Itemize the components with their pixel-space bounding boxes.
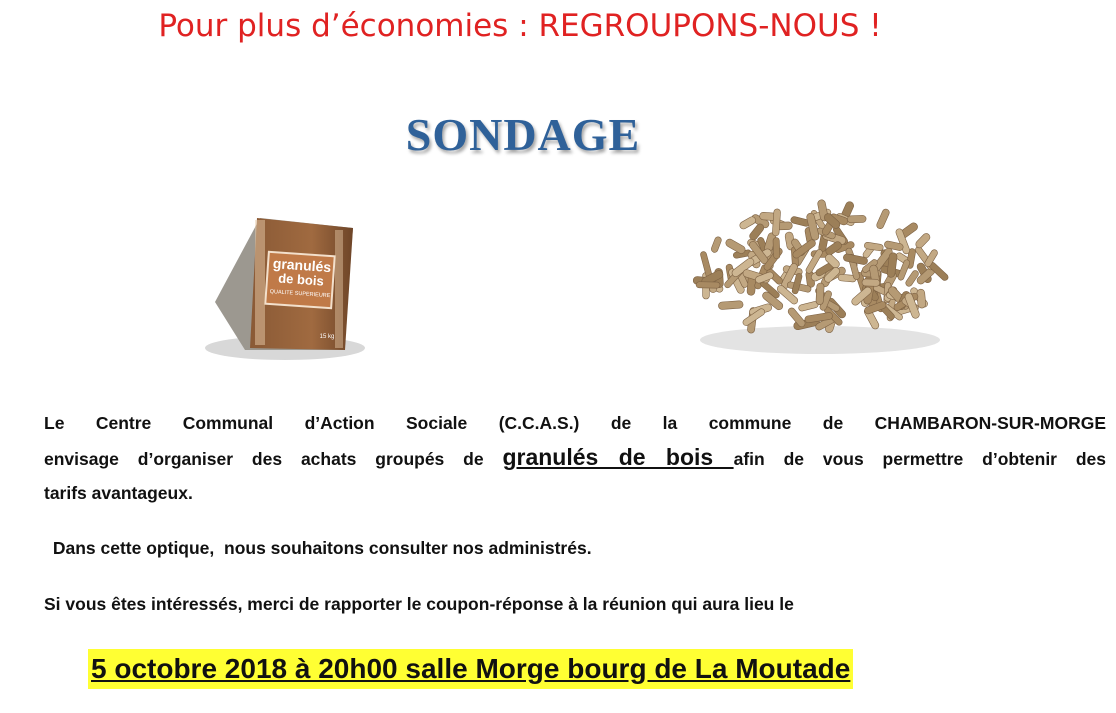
consultation-paragraph: Dans cette optique, nous souhaitons consulter nos administrés. [48, 538, 592, 558]
pellet [914, 232, 931, 250]
intro-line-2-end: afin de vous permettre d’obtenir des [733, 449, 1107, 469]
bag-label-line3: QUALITE SUPERIEURE [269, 288, 331, 300]
pellet-bag-image [205, 210, 365, 360]
bag-weight: 15 kg [319, 334, 335, 340]
pellet [710, 236, 722, 253]
pellet [739, 215, 757, 230]
pellet [773, 237, 780, 259]
pellet [696, 282, 720, 289]
intro-line-2 [44, 440, 1106, 476]
pellet [876, 208, 891, 230]
bag-label-line2: de bois [277, 270, 325, 289]
pellet [917, 289, 926, 309]
headline: Pour plus d’économies : REGROUPONS-NOUS ! [158, 8, 882, 44]
wood-pellets-image [680, 190, 960, 360]
pellet [798, 301, 819, 312]
pellet [816, 283, 824, 305]
page-title: SONDAGE [405, 109, 641, 160]
intro-line-1: Le Centre Communal d’Action Sociale (C.C.A.S.) de la commune de CHAMBARON-SUR-MORGE [44, 413, 1106, 433]
bag-label-line1: granulés [272, 255, 332, 276]
intro-paragraph [44, 406, 1106, 510]
intro-line-3: tarifs avantageux. [44, 483, 193, 503]
intro-line-2-start: envisage d’organiser des achats groupés de [44, 449, 503, 469]
pellet [718, 301, 743, 310]
pellet [862, 279, 880, 287]
product-name: granulés de bois [502, 444, 734, 470]
invitation-paragraph: Si vous êtes intéressés, merci de rapporter le coupon-réponse à la réunion qui aura lieu le [44, 594, 794, 614]
meeting-date-location: 5 octobre 2018 à 20h00 salle Morge bourg de La Moutade [88, 649, 853, 689]
pellet [847, 215, 866, 223]
